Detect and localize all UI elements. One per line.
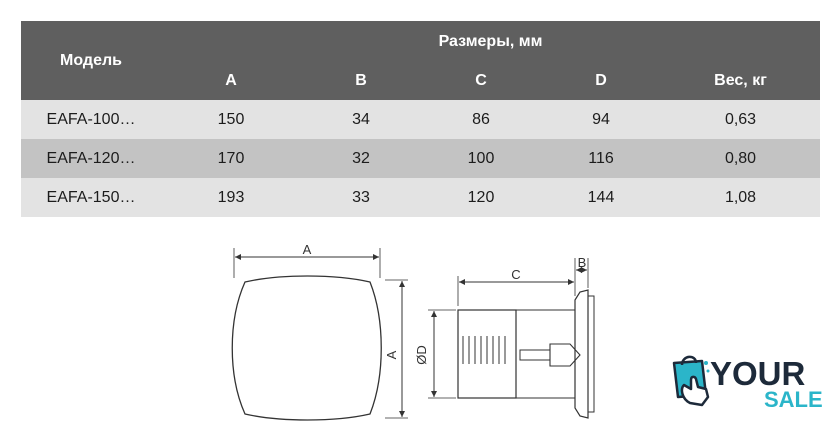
value-cell: 116 <box>541 139 661 178</box>
value-cell: 34 <box>301 100 421 139</box>
dimensions-table <box>21 21 820 217</box>
table-row <box>21 178 820 217</box>
side-view <box>428 258 594 418</box>
dimensions-group-header: Размеры, мм <box>161 21 820 62</box>
model-cell: EAFA-120… <box>21 139 161 178</box>
value-cell: 32 <box>301 139 421 178</box>
value-cell: 0,80 <box>661 139 820 178</box>
value-cell: 1,08 <box>661 178 820 217</box>
shopping-bag-hand-icon <box>674 357 710 405</box>
table-row <box>21 139 820 178</box>
label-a-top: A <box>302 242 312 257</box>
value-cell: 170 <box>161 139 301 178</box>
value-cell: 120 <box>421 178 541 217</box>
model-cell: EAFA-100… <box>21 100 161 139</box>
column-header-b: B <box>301 62 421 100</box>
front-view <box>232 248 408 420</box>
model-cell: EAFA-150… <box>21 178 161 217</box>
yoursale-logo <box>668 351 830 411</box>
column-header-c: C <box>421 62 541 100</box>
value-cell: 144 <box>541 178 661 217</box>
column-header-d: D <box>541 62 661 100</box>
table-row <box>21 100 820 139</box>
model-column-header: Модель <box>21 21 161 100</box>
column-header-a: A <box>161 62 301 100</box>
value-cell: 33 <box>301 178 421 217</box>
column-header-weight: Вес, кг <box>661 62 820 100</box>
value-cell: 193 <box>161 178 301 217</box>
label-c: C <box>511 267 521 282</box>
value-cell: 150 <box>161 100 301 139</box>
value-cell: 100 <box>421 139 541 178</box>
logo-text-your: YOUR <box>710 355 806 392</box>
value-cell: 86 <box>421 100 541 139</box>
label-d: ØD <box>414 345 429 365</box>
value-cell: 94 <box>541 100 661 139</box>
logo-text-sale: SALE <box>764 387 823 411</box>
label-b: B <box>577 255 587 270</box>
value-cell: 0,63 <box>661 100 820 139</box>
label-a-side: A <box>384 350 399 360</box>
fan-dimension-drawing <box>220 240 620 440</box>
